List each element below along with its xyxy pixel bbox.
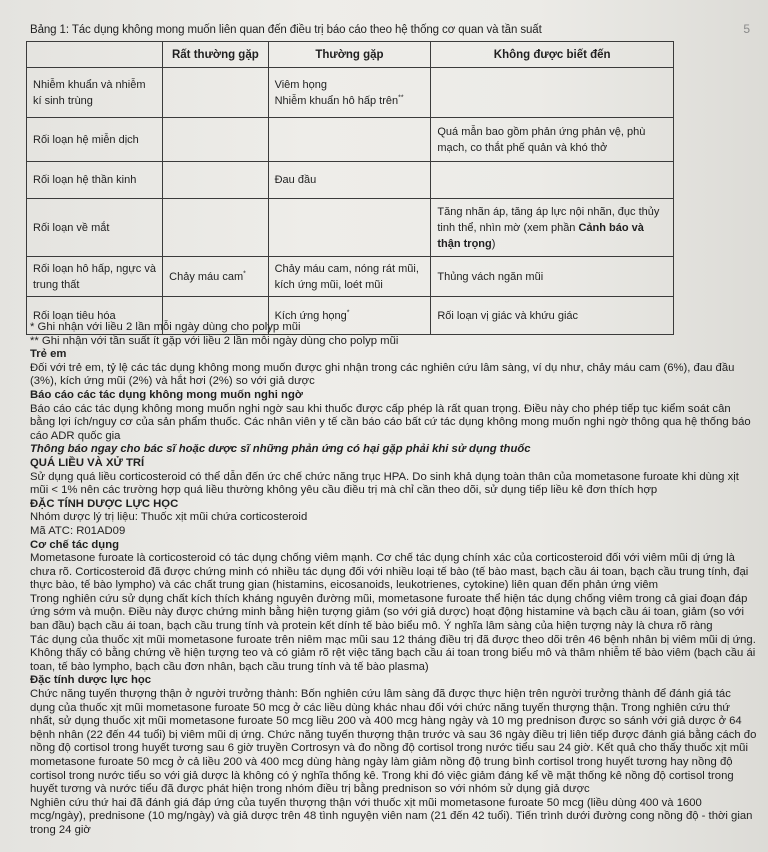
paragraph: Tác dụng của thuốc xịt mũi mometasone furoate trên niêm mạc mũi sau 12 tháng điều trị đã được theo dõi trên 46 bệnh nhân bị viêm mũi dị ứng. Không thấy có bằng chứng về hiện tượng teo và có giảm rõ rệt việc tăng bạch cầu ái toan trong biểu mô và thâm nhiễm tế bào viêm (bạch cầu ái toan, tế bào lympho, bạch cầu đơn nhân, bạch cầu trung tính và tế bào plasma) <box>30 633 756 673</box>
section-heading: Trẻ em <box>30 348 67 361</box>
cross-reference: Cảnh báo và thận trọng <box>437 221 644 250</box>
row-common: Chảy máu cam, nóng rát mũi, kích ứng mũi, loét mũi <box>268 257 431 297</box>
table-header-row <box>27 42 674 68</box>
paragraph: Đối với trẻ em, tỷ lệ các tác dụng không mong muốn được ghi nhận trong các nghiên cứu lâm sàng, ví dụ như, chảy máu cam (6%), đau đầu (3%), kích ứng mũi (2%) và hắt hơi (2%) so với giả dược <box>30 361 735 388</box>
paragraph: Sử dụng quá liều corticosteroid có thể dẫn đến ức chế chức năng trục HPA. Do sinh khả dụng toàn thân của mometasone furoate khi dùng xịt mũi < 1% nên các trường hợp quá liều thường không yêu cầu điều trị mà chỉ cần theo dõi, sử dụng tiếp liều kê đơn thích hợp <box>30 470 739 497</box>
footnote: ** Ghi nhận với tần suất ít gặp với liều 2 lần mỗi ngày dùng cho polyp mũi <box>30 334 399 347</box>
row-system: Rối loạn tiêu hóa <box>27 297 163 335</box>
footnote-marker: * <box>243 269 246 277</box>
common-item <box>275 93 425 109</box>
row-system: Rối loạn về mắt <box>27 199 163 257</box>
table-row <box>27 199 674 257</box>
row-common: Đau đầu <box>268 162 431 199</box>
row-unknown <box>431 162 674 199</box>
very-common-text: Chảy máu cam <box>169 270 244 283</box>
row-unknown: Quá mẫn bao gồm phản ứng phản vệ, phù mạch, co thắt phế quản và khó thở <box>431 118 674 162</box>
row-common <box>268 68 431 118</box>
paragraph: Mometasone furoate là corticosteroid có tác dụng chống viêm mạnh. Cơ chế tác dụng chính xác của corticosteroid đối với viêm mũi dị ứng là chưa rõ. Corticosteroid đã được chứng minh có nhiều tác dụng đối với nhiều loại tế bào (tế bào mast, bạch cầu ái toan, bạch cầu trung tính, đại thực bào, tế bào lympho) và các chất trung gian (histamins, eicosanoids, leukotrienes, cytokine) liên quan đến phản ứng viêm <box>30 552 749 592</box>
footnote-marker: ** <box>398 93 404 101</box>
paragraph: Nghiên cứu thứ hai đã đánh giá đáp ứng của tuyến thượng thận với thuốc xịt mũi mometasone furoate 50 mcg (liều dùng 400 và 1600 mcg/ngày), prednisone (10 mg/ngày) và giả dược trên 48 tình nguyện viên nam (21 đến 42 tuổi). Tiến trình dưới đường cong nồng độ - thời gian trong 24 giờ <box>30 796 753 836</box>
document-body <box>30 321 758 838</box>
footnote: * Ghi nhận với liều 2 lần mỗi ngày dùng cho polyp mũi <box>30 321 301 333</box>
section-heading: Cơ chế tác dụng <box>30 538 120 551</box>
header-system <box>27 42 163 68</box>
page-number: 5 <box>743 22 750 36</box>
header-unknown: Không được biết đến <box>431 42 674 68</box>
row-common <box>268 199 431 257</box>
paragraph: Nhóm dược lý trị liệu: Thuốc xịt mũi chứa corticosteroid <box>30 511 308 524</box>
notice-text: Thông báo ngay cho bác sĩ hoặc dược sĩ những phản ứng có hại gặp phải khi sử dụng thuốc <box>30 443 531 456</box>
unknown-text-end: ) <box>491 237 496 250</box>
section-heading: Đặc tính dược lực học <box>30 674 152 687</box>
row-system: Rối loạn hệ miễn dịch <box>27 118 163 162</box>
row-unknown <box>431 199 674 257</box>
header-common: Thường gặp <box>268 42 431 68</box>
row-very-common <box>163 118 268 162</box>
row-very-common <box>163 162 268 199</box>
section-heading: ĐẶC TÍNH DƯỢC LỰC HỌC <box>30 497 179 510</box>
row-unknown <box>431 68 674 118</box>
section-heading: Báo cáo các tác dụng không mong muốn nghi ngờ <box>30 388 303 401</box>
paragraph: Báo cáo các tác dụng không mong muốn nghi ngờ sau khi thuốc được cấp phép là rất quan trọng. Điều này cho phép tiếp tục kiểm soát cân bằng lợi ích/nguy cơ của sản phẩm thuốc. Các nhân viên y tế cần báo cáo bất cứ tác dụng không mong muốn nghi ngờ thông qua hệ thống báo cáo ADR quốc gia <box>30 402 751 442</box>
paragraph: Chức năng tuyến thượng thận ở người trưởng thành: Bốn nghiên cứu lâm sàng đã được thực hiện trên người trưởng thành để đánh giá tác dụng của thuốc xịt mũi mometasone furoate 50 mcg ở các liều dùng khác nhau đối với chức năng tuyến thượng thận. Trong nghiên cứu thứ nhất, sử dụng thuốc xịt mũi mometasone furoate 50 mcg liều 200 và 400 mcg hàng ngày và 10 mg prednison được so sánh với giả dược ở 64 bệnh nhân (22 đến 44 tuổi) bị viêm mũi dị ứng. Chức năng tuyến thượng thận trước và sau 36 ngày điều trị liên tiếp được đánh giá bằng cách đo nồng độ cortisol trong huyết tương sau 6 giờ truyền Cortrosyn và đo nồng độ cortisol trong nước tiểu sau 24 giờ. Kết quả cho thấy thuốc xịt mũi mometasone furoate 50 mcg ở cả liều 200 và 400 mcg dùng hàng ngày làm giảm nồng độ trung bình cortisol trong huyết tương hay nồng độ cortisol trong nước tiểu so với giả dược là không có ý nghĩa thống kê. Trong khi đó việc giảm đáng kể về mặt thống kê nồng độ cortisol trong huyết tương và nước tiểu đã được phát hiện trong nhóm điều trị bằng prednison so với nhóm sử dụng giả dược <box>30 688 757 796</box>
paragraph: Trong nghiên cứu sử dụng chất kích thích kháng nguyên đường mũi, mometasone furoate thể hiện tác dụng chống viêm trong cả giai đoạn đáp ứng sớm và muộn. Điều này được chứng minh bằng hiện tượng giảm (so với giả dược) hoạt động histamine và bạch cầu ái toan, giảm (so với ban đầu) bạch cầu ái toan, bạch cầu trung tính và protein kết dính tế bào biểu mô. Ý nghĩa lâm sàng của hiện tượng này là chưa rõ ràng <box>30 592 748 633</box>
header-very-common: Rất thường gặp <box>163 42 268 68</box>
common-item-text: Nhiễm khuẩn hô hấp trên <box>274 94 399 107</box>
row-very-common <box>163 68 268 118</box>
table-row <box>27 162 674 199</box>
table-row <box>27 257 674 297</box>
row-common <box>268 118 431 162</box>
section-heading: QUÁ LIỀU VÀ XỬ TRÍ <box>30 456 145 469</box>
footnote-marker: * <box>346 308 350 316</box>
paragraph: Mã ATC: R01AD09 <box>30 524 126 537</box>
row-unknown: Rối loạn vị giác và khứu giác <box>431 297 674 335</box>
table-caption: Bảng 1: Tác dụng không mong muốn liên quan đến điều trị báo cáo theo hệ thống cơ quan và tần suất <box>30 24 542 36</box>
common-text: Kích ứng họng <box>274 309 347 322</box>
row-system: Rối loạn hô hấp, ngực và trung thất <box>27 257 163 297</box>
adverse-effects-table <box>26 41 674 335</box>
row-system: Nhiễm khuẩn và nhiễm kí sinh trùng <box>27 68 163 118</box>
row-unknown: Thủng vách ngăn mũi <box>431 257 674 297</box>
row-very-common <box>163 199 268 257</box>
table-row <box>27 118 674 162</box>
table-row <box>27 68 674 118</box>
row-system: Rối loạn hệ thần kinh <box>27 162 163 199</box>
unknown-text: Tăng nhãn áp, tăng áp lực nội nhãn, đục thủy tinh thể, nhìn mờ (xem phần <box>437 205 660 234</box>
row-very-common <box>163 257 268 297</box>
common-item: Viêm họng <box>274 78 327 91</box>
